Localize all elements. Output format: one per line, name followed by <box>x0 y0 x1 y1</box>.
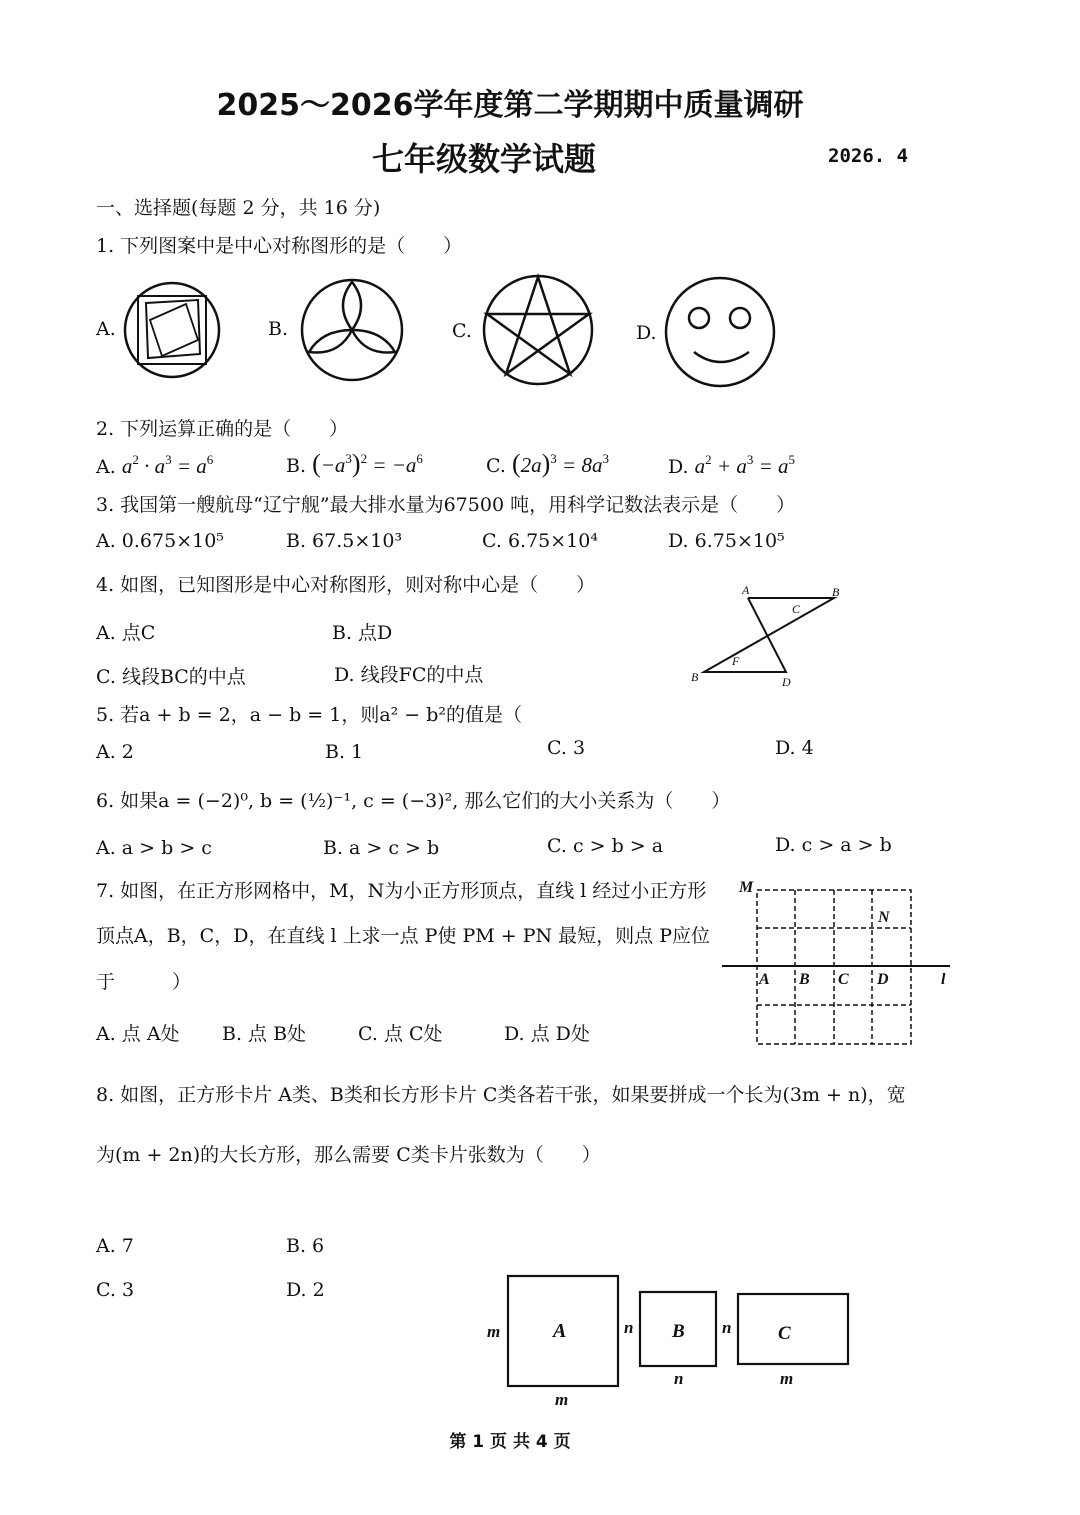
q4-label-c: C <box>792 602 801 616</box>
q8-label-c-bottom: m <box>780 1369 794 1388</box>
q1-figure-c <box>484 276 592 384</box>
q4-label-d: D <box>782 675 791 689</box>
q7-label-l: l <box>941 971 946 988</box>
q2-label-a: A. <box>96 456 116 478</box>
q7-stem-line1: 7. 如图，在正方形网格中，M，N为小正方形顶点，直线 l 经过小正方形 <box>96 880 707 902</box>
q7-option-c: C. 点 C处 <box>358 1023 443 1045</box>
q8-stem-line2: 为(m + 2n)的大长方形，那么需要 C类卡片张数为（ ） <box>96 1144 601 1166</box>
q7-option-b: B. 点 B处 <box>222 1023 307 1045</box>
q5-option-d: D. 4 <box>775 737 814 759</box>
q8-option-a: A. 7 <box>96 1235 134 1257</box>
q7-label-a: A <box>759 971 770 988</box>
q7-label-n: N <box>878 909 890 926</box>
q6-option-d: D. c > a > b <box>775 834 892 856</box>
q2-option-a: A. $a^2 \cdot a^3 = a^6$ <box>96 452 214 478</box>
q3-option-b: B. 67.5×10³ <box>286 530 403 552</box>
q8-label-card-a: A <box>553 1320 567 1342</box>
exam-date: 2026. 4 <box>828 145 909 167</box>
q5-option-c: C. 3 <box>547 737 586 759</box>
q6-stem: 6. 如果a = (−2)⁰, b = (½)⁻¹, c = (−3)², 那么它们的大小关系为（ ） <box>96 790 731 812</box>
q8-label-a-side: m <box>487 1322 501 1341</box>
q7-option-d: D. 点 D处 <box>504 1023 590 1045</box>
q4-option-d: D. 线段FC的中点 <box>334 664 484 686</box>
section-heading: 一、选择题(每题 2 分，共 16 分) <box>96 197 381 219</box>
q7-label-b: B <box>799 971 810 988</box>
q4-label-b-top: B <box>832 585 840 599</box>
q5-option-a: A. 2 <box>96 741 134 763</box>
q3-stem: 3. 我国第一艘航母“辽宁舰”最大排水量为67500 吨，用科学记数法表示是（ ） <box>96 494 796 516</box>
q1-label-c: C. <box>452 320 472 342</box>
q1-label-a: A. <box>96 318 116 340</box>
q8-stem-line1: 8. 如图，正方形卡片 A类、B类和长方形卡片 C类各若干张，如果要拼成一个长为(3m + n)，宽 <box>96 1084 906 1106</box>
q1-figure-b <box>302 280 402 380</box>
q4-label-a: A <box>742 583 750 597</box>
q2-label-b: B. <box>286 455 307 477</box>
q8-card-c <box>738 1294 848 1364</box>
q1-stem: 1. 下列图案中是中心对称图形的是（ ） <box>96 235 463 257</box>
q7-stem-line2: 顶点A，B，C，D，在直线 l 上求一点 P使 PM + PN 最短，则点 P应位 <box>96 925 710 947</box>
q7-option-a: A. 点 A处 <box>96 1023 180 1045</box>
q7-label-d: D <box>877 971 889 988</box>
q8-label-b-side: n <box>624 1318 634 1337</box>
q2-stem: 2. 下列运算正确的是（ ） <box>96 418 349 440</box>
q8-option-d: D. 2 <box>286 1279 325 1301</box>
q7-stem-line3: 于 ） <box>96 971 192 993</box>
q6-option-a: A. a > b > c <box>96 837 212 859</box>
q4-stem: 4. 如图，已知图形是中心对称图形，则对称中心是（ ） <box>96 574 596 596</box>
q1-label-b: B. <box>268 318 289 340</box>
q7-figure-labels <box>738 879 946 988</box>
q7-label-c: C <box>838 971 849 988</box>
q2-label-d: D. <box>668 456 689 478</box>
q2-option-b: B. $(-a^3)^2 = -a^6$ <box>286 449 423 478</box>
q3-option-d: D. 6.75×10⁵ <box>668 530 785 552</box>
q4-figure <box>704 598 834 672</box>
q3-option-c: C. 6.75×10⁴ <box>482 530 598 552</box>
q4-option-a: A. 点C <box>96 622 156 644</box>
q4-option-b: B. 点D <box>332 622 393 644</box>
q6-option-b: B. a > c > b <box>323 837 440 859</box>
q4-label-b-bottom: B <box>691 670 699 684</box>
q2-option-d: D. $a^2 + a^3 = a^5$ <box>668 452 795 478</box>
q2-label-c: C. <box>486 455 506 477</box>
q5-stem: 5. 若a + b = 2，a − b = 1，则a² − b²的值是（ <box>96 704 523 726</box>
q7-label-m: M <box>739 879 754 896</box>
q8-label-b-bottom: n <box>674 1369 684 1388</box>
q8-option-b: B. 6 <box>286 1235 325 1257</box>
q6-option-c: C. c > b > a <box>547 835 664 857</box>
exam-subtitle: 七年级数学试题 <box>372 140 597 178</box>
q1-figure-d <box>666 278 774 386</box>
q8-option-c: C. 3 <box>96 1279 135 1301</box>
q8-label-a-bottom: m <box>555 1390 569 1409</box>
q1-figure-a <box>125 283 219 377</box>
q4-option-c: C. 线段BC的中点 <box>96 666 246 688</box>
q5-option-b: B. 1 <box>325 741 364 763</box>
exam-title: 2025～2026学年度第二学期期中质量调研 <box>216 88 804 123</box>
q2-option-c: C. $(2a)^3 = 8a^3$ <box>486 449 609 478</box>
q1-label-d: D. <box>636 322 657 344</box>
q8-label-card-c: C <box>778 1323 791 1344</box>
q8-label-c-side: n <box>722 1318 732 1337</box>
q3-option-a: A. 0.675×10⁵ <box>96 530 224 552</box>
q8-label-card-b: B <box>672 1321 685 1342</box>
q4-label-f: F <box>732 654 740 668</box>
page-footer: 第 1 页 共 4 页 <box>449 1432 571 1452</box>
